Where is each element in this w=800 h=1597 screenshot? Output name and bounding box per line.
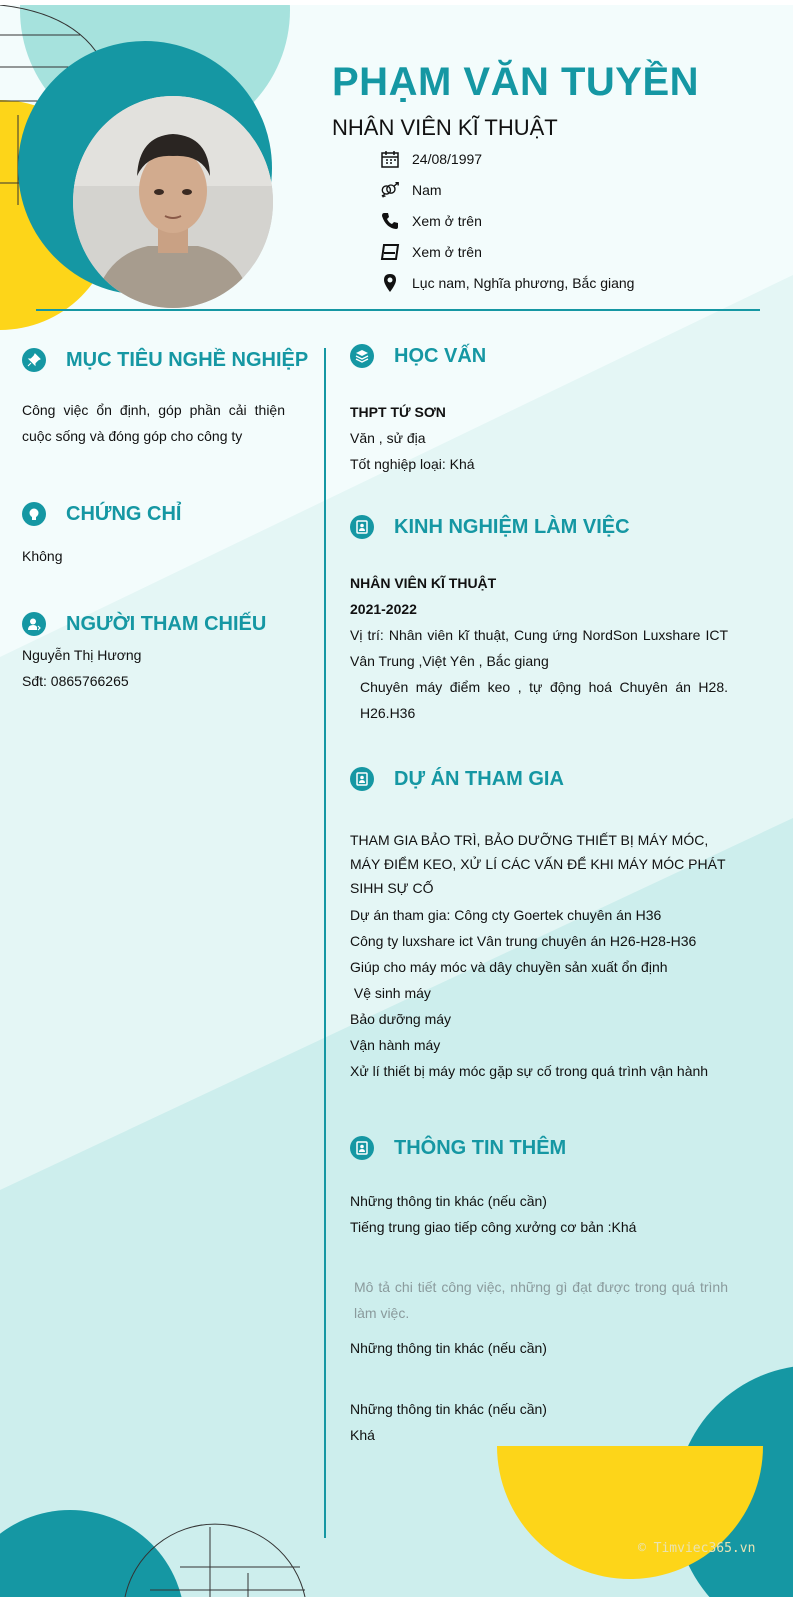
section-certificates-title [22,502,181,526]
extra-placeholder-text: Mô tả chi tiết công việc, những gì đạt được trong quá trình làm việc. [354,1279,728,1321]
reference-name: Nguyễn Thị Hương [22,647,142,663]
section-label: DỰ ÁN THAM GIA [394,767,564,790]
experience-content [350,570,728,726]
section-label: THÔNG TIN THÊM [394,1136,567,1159]
project-line: Xử lí thiết bị máy móc gặp sự cố trong quá trình vận hành [350,1063,709,1079]
experience-role: NHÂN VIÊN KĨ THUẬT [350,575,497,591]
projects-content [350,902,728,1084]
personal-info-list [380,143,760,298]
avatar-frame [18,41,272,295]
education-school: THPT TỨ SƠN [350,404,446,420]
info-text: Xem ở trên [412,243,482,260]
calendar-icon [380,149,412,169]
info-gender [380,174,760,205]
extra-more-2-block [350,1396,728,1448]
section-label: HỌC VẤN [394,344,487,367]
column-divider [324,348,326,1538]
extra-more-1: Những thông tin khác (nếu cần) [350,1340,547,1356]
experience-period: 2021-2022 [350,601,417,617]
section-label: NGƯỜI THAM CHIẾU [66,612,267,635]
section-label: CHỨNG CHỈ [66,502,182,525]
info-birthdate [380,143,760,174]
location-pin-icon [380,273,412,293]
project-line: Dự án tham gia: Công cty Goertek chuyên án H36 [350,907,662,923]
lightbulb-icon [22,502,46,526]
section-education-title [350,344,486,368]
education-line: Văn , sử địa [350,430,426,446]
candidate-job-title: NHÂN VIÊN KĨ THUẬT [332,115,558,140]
education-line: Tốt nghiệp loại: Khá [350,456,475,472]
avatar-portrait [73,96,273,308]
candidate-name: PHẠM VĂN TUYỀN [332,60,700,104]
extra-line: Những thông tin khác (nếu cần) [350,1193,547,1209]
objective-text: Công việc ổn định, góp phần cải thiện cuộc sống và đóng góp cho công ty [22,402,285,444]
gender-icon [380,180,412,200]
id-card-icon [350,767,374,791]
id-card-icon [350,515,374,539]
id-card-icon [350,1136,374,1160]
layers-icon [350,344,374,368]
extra-line: Tiếng trung giao tiếp công xưởng cơ bản :Khá [350,1219,637,1235]
user-icon [22,612,46,636]
experience-detail: Chuyên máy điểm keo , tự động hoá Chuyên án H28. H26.H36 [360,679,728,721]
section-experience-title [350,515,630,539]
projects-heading: THAM GIA BẢO TRÌ, BẢO DƯỠNG THIẾT BỊ MÁY MÓC, MÁY ĐIỂM KEO, XỬ LÍ CÁC VẤN ĐỂ KHI MÁY MÓC PHÁT SIHH SỰ CỐ [350,832,726,896]
section-extra-title [350,1136,566,1160]
extra-more-3: Khá [350,1427,375,1443]
reference-phone: Sđt: 0865766265 [22,673,129,689]
extra-content [350,1188,728,1240]
education-content [350,399,728,477]
references-text [22,642,285,694]
project-line: Bảo dưỡng máy [350,1011,452,1027]
section-objective-title [22,348,308,372]
extra-more-2: Những thông tin khác (nếu cần) [350,1401,547,1417]
watermark: © Timviec365.vn [638,1541,756,1556]
cv-paper [0,5,793,1597]
info-email [380,236,760,267]
info-text: 24/08/1997 [412,150,483,167]
project-line: Vệ sinh máy [350,985,431,1001]
info-address [380,267,760,298]
pin-icon [22,348,46,372]
project-line: Công ty luxshare ict Vân trung chuyên án H26-H28-H36 [350,933,697,949]
info-text: Lục nam, Nghĩa phương, Bắc giang [412,274,635,291]
section-label: KINH NGHIỆM LÀM VIỆC [394,515,630,538]
phone-icon [380,211,412,231]
email-icon [380,242,412,262]
section-label: MỤC TIÊU NGHỀ NGHIỆP [66,348,309,371]
project-line: Vận hành máy [350,1037,441,1053]
header-divider [36,309,760,311]
section-projects-title [350,767,564,791]
section-references-title [22,612,266,636]
info-text: Xem ở trên [412,212,482,229]
info-text: Nam [412,181,442,198]
project-line: Giúp cho máy móc và dây chuyền sản xuất ổn định [350,959,668,975]
info-phone [380,205,760,236]
avatar [73,96,273,308]
certificates-text: Không [22,548,63,564]
experience-position: Vị trí: Nhân viên kĩ thuật, Cung ứng NordSon Luxshare ICT Vân Trung ,Việt Yên , Bắc giang [350,627,728,669]
